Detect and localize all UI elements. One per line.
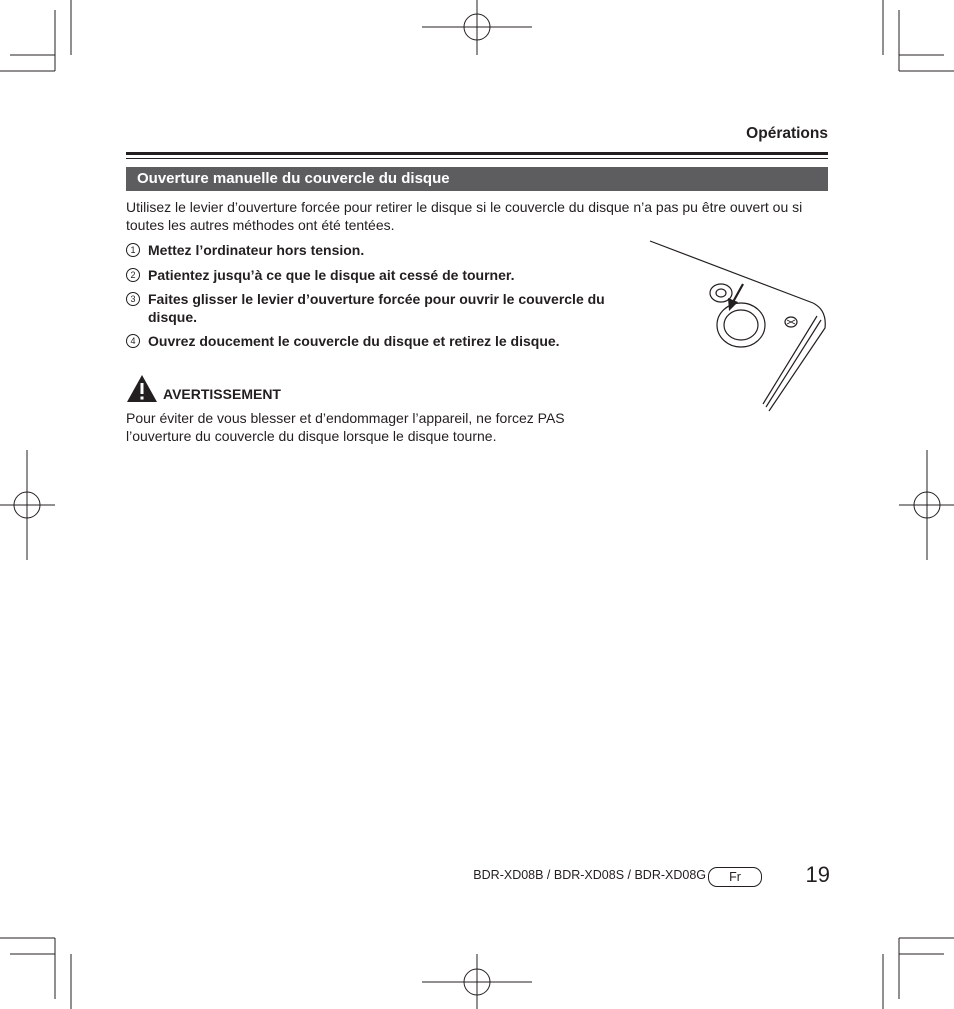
- model-numbers: BDR-XD08B / BDR-XD08S / BDR-XD08G: [473, 868, 706, 882]
- step-number-3: 3: [126, 292, 140, 306]
- step-text-1: Mettez l’ordinateur hors tension.: [148, 242, 365, 258]
- warning-title: AVERTISSEMENT: [163, 386, 281, 402]
- step-text-3: Faites glisser le levier d’ouverture forcée pour ouvrir le couvercle du disque.: [148, 291, 605, 325]
- header-rule-thin: [126, 158, 828, 159]
- step-number-4: 4: [126, 334, 140, 348]
- section-label: Opérations: [746, 125, 828, 142]
- step-number-2: 2: [126, 268, 140, 282]
- intro-paragraph: Utilisez le levier d’ouverture forcée pour retirer le disque si le couvercle du disque n’a pas pu être ouvert ou si toutes les autres méthodes ont été tentées.: [126, 199, 803, 233]
- drive-illustration: [645, 236, 835, 416]
- language-badge: Fr: [708, 867, 762, 887]
- page-number: 19: [805, 862, 830, 887]
- section-heading: Ouverture manuelle du couvercle du disque: [126, 167, 828, 191]
- header-rule-thick: [126, 152, 828, 155]
- step-number-1: 1: [126, 243, 140, 257]
- step-text-2: Patientez jusqu’à ce que le disque ait cessé de tourner.: [148, 267, 515, 283]
- step-item-2: [126, 266, 656, 284]
- step-item-1: [126, 241, 656, 259]
- step-text-4: Ouvrez doucement le couvercle du disque et retirez le disque.: [148, 333, 560, 349]
- step-item-3: [126, 290, 656, 326]
- warning-triangle-icon: [126, 374, 158, 404]
- warning-text: Pour éviter de vous blesser et d’endommager l’appareil, ne forcez PAS l’ouverture du couvercle du disque lorsque le disque tourne.: [126, 410, 565, 444]
- step-item-4: [126, 332, 656, 350]
